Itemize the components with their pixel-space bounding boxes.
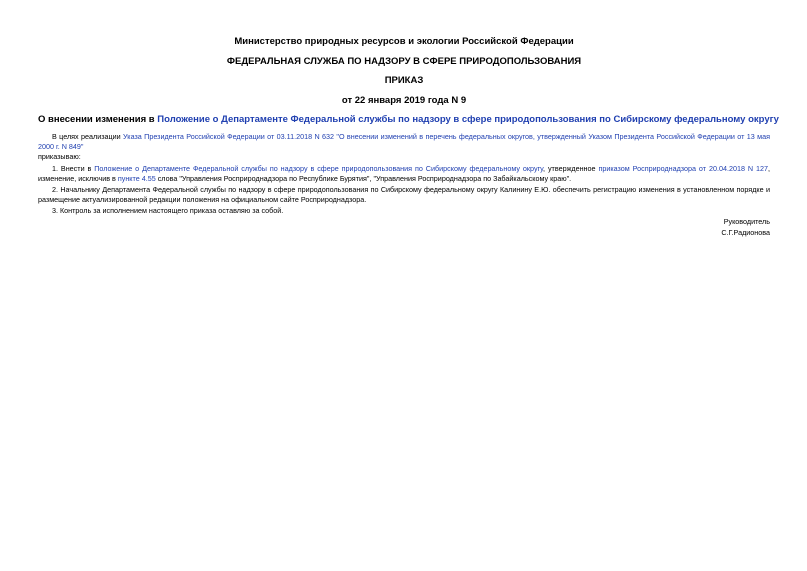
subject-prefix: О внесении изменения в xyxy=(38,114,158,125)
orders-line: приказываю: xyxy=(38,152,81,162)
signature-block xyxy=(721,216,770,238)
document-type-heading: ПРИКАЗ xyxy=(384,75,424,86)
item-1-suffix: слова "Управления Росприроднадзора по Республике Бурятия", "Управления Росприроднадзора по Забайкальскому краю". xyxy=(155,173,572,183)
item-1-mid-1: , утвержденное xyxy=(543,163,599,173)
preamble-prefix: В целях реализации xyxy=(52,132,124,141)
preamble-paragraph xyxy=(38,132,770,152)
item-1-paragraph xyxy=(38,164,770,184)
document-body xyxy=(38,132,770,217)
ministry-heading: Министерство природных ресурсов и экологии Российской Федерации xyxy=(234,36,574,47)
date-number-heading: от 22 января 2019 года N 9 xyxy=(341,95,467,106)
regulation-link[interactable]: Положение о Департаменте Федеральной службы по надзору в сфере природопользования по Сибирскому федеральному округу xyxy=(94,163,544,173)
signatory-name: С.Г.Радионова xyxy=(721,228,770,237)
signatory-title: Руководитель xyxy=(723,217,770,226)
presidential-decree-link[interactable]: Указа Президента Российской Федерации от 03.11.2018 N 632 "О внесении изменений в перечень федеральных округов, утвержденный Указом Президента Российской Федерации от 13 мая 2000 г. N 849" xyxy=(38,132,770,152)
service-heading: ФЕДЕРАЛЬНАЯ СЛУЖБА ПО НАДЗОРУ В СФЕРЕ ПРИРОДОПОЛЬЗОВАНИЯ xyxy=(226,56,582,67)
item-3-paragraph: 3. Контроль за исполнением настоящего приказа оставляю за собой. xyxy=(52,206,284,216)
order-127-link[interactable]: приказом Росприроднадзора от 20.04.2018 N 127 xyxy=(598,163,769,173)
subject-regulation-link[interactable]: Положение о Департаменте Федеральной службы по надзору в сфере природопользования по Сибирскому федеральному округу xyxy=(157,114,779,125)
item-1-mid-2: , изменение, исключив в xyxy=(38,163,771,183)
item-1-prefix: 1. Внести в xyxy=(52,163,95,173)
item-2-paragraph: 2. Начальнику Департамента Федеральной службы по надзору в сфере природопользования по Сибирскому федеральному округу Калинину Е.Ю. обеспечить регистрацию изменения в установленном порядке и размещение актуализированной редакции положения на официальном сайте Росприроднадзора. xyxy=(38,185,770,205)
subject-heading xyxy=(38,114,779,125)
clause-4-55-link[interactable]: пункте 4.55 xyxy=(117,173,156,183)
